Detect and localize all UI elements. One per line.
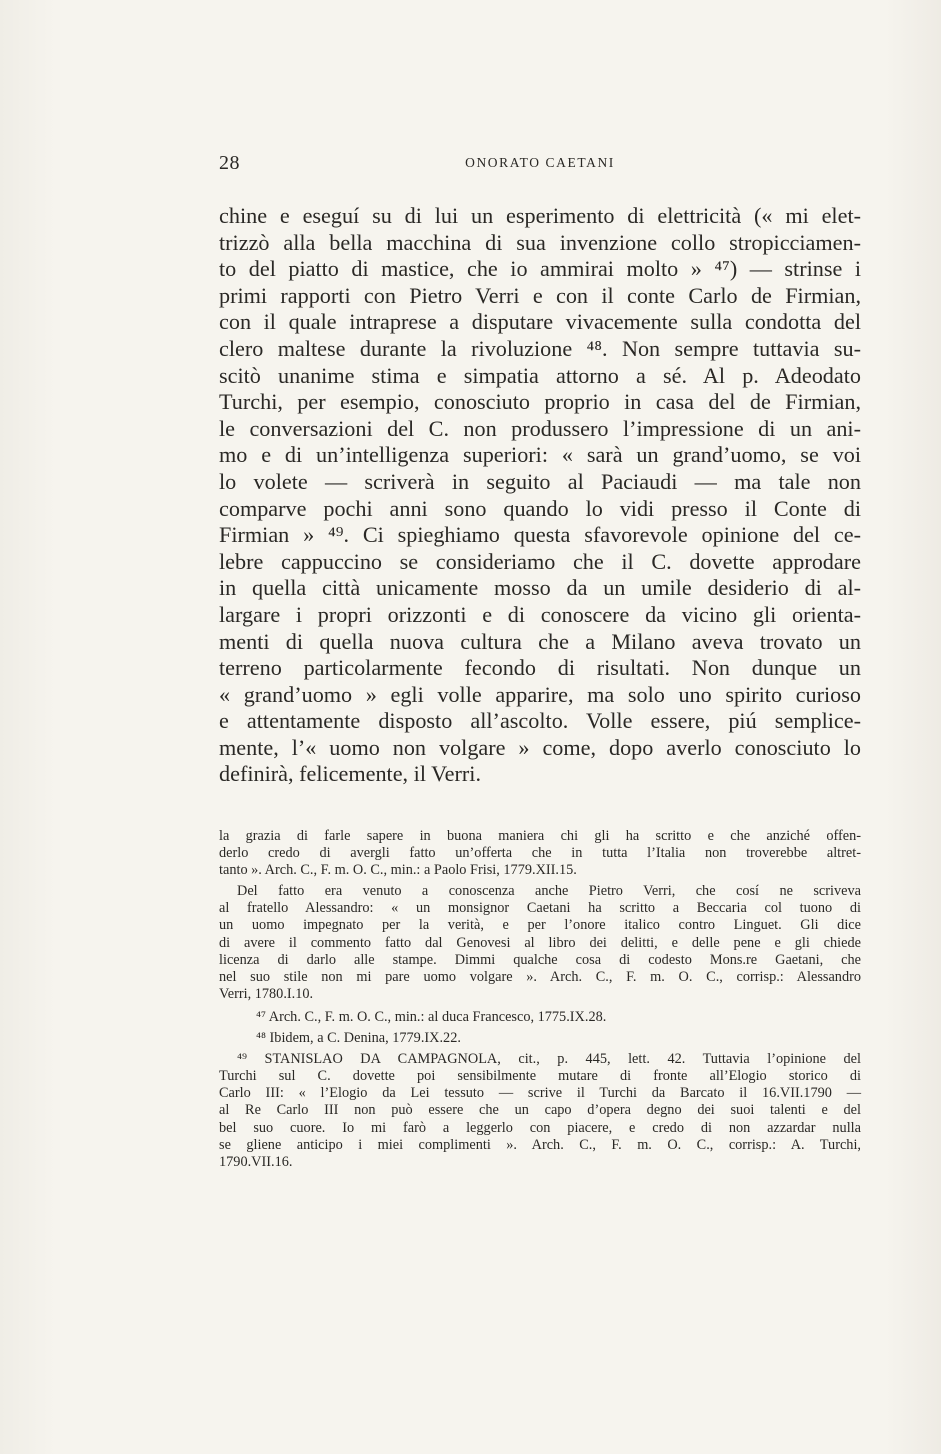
footnote-line: se gliene anticipo i miei complimenti ». Arch. C., F. m. O. C., corrisp.: A. Turchi,	[219, 1136, 861, 1153]
text-line: primi rapporti con Pietro Verri e con il conte Carlo de Firmian,	[219, 282, 861, 308]
text-line: chine e eseguí su di lui un esperimento di elettricità (« mi elet-	[219, 203, 861, 228]
footnote-line: al Re Carlo III non può essere che un capo d’opera degno dei suoi talenti e del	[219, 1102, 861, 1119]
text-line: scitò unanime stima e simpatia attorno a sé. Al p. Adeodato	[219, 362, 861, 388]
text-line: Firmian » ⁴⁹. Ci spieghiamo questa sfavorevole opinione del ce-	[219, 522, 861, 548]
text-line: in quella città unicamente mosso da un umile desiderio di al-	[219, 575, 861, 601]
footnote-line: al fratello Alessandro: « un monsignor Caetani ha scritto a Beccaria col tuono di	[219, 900, 861, 917]
text-line: le conversazioni del C. non produssero l’impressione di un ani-	[219, 415, 861, 441]
text-line: terreno particolarmente fecondo di risultati. Non dunque un	[219, 655, 861, 681]
footnote-line: licenza di darlo alle stampe. Dimmi qualche cosa di codesto Mons.re Gaetani, che	[219, 951, 861, 968]
main-text	[219, 203, 861, 788]
text-line: definirà, felicemente, il Verri.	[219, 761, 482, 787]
footnote-line: ⁴⁹ STANISLAO DA CAMPAGNOLA, cit., p. 445, lett. 42. Tuttavia l’opinione del	[237, 1051, 861, 1068]
text-line: comparve pochi anni sono quando lo vidi presso il Conte di	[219, 495, 861, 521]
footnote-line: derlo credo di avergli fatto un’offerta che in tutta l’Italia non troverebbe altret-	[219, 845, 861, 862]
text-line: lo volete — scriverà in seguito al Paciaudi — ma tale non	[219, 468, 861, 494]
text-line: e attentamente disposto all’ascolto. Volle essere, piú semplice-	[219, 708, 861, 734]
footnote-continuation	[219, 828, 861, 879]
text-line: trizzò alla bella macchina di sua invenzione collo stropicciamen-	[219, 229, 861, 255]
footnote-line: nel suo stile non mi pare uomo volgare ». Arch. C., F. m. O. C., corrisp.: Alessandro	[219, 968, 861, 985]
text-line: con il quale intraprese a disputare vivacemente sulla condotta del	[219, 309, 861, 335]
footnote-47	[219, 1009, 861, 1026]
footnote-line: Carlo III: « l’Elogio da Lei tessuto — scrive il Turchi da Barcato il 16.VII.1790 —	[219, 1085, 861, 1102]
text-line: menti di quella nuova cultura che a Milano aveva trovato un	[219, 628, 861, 654]
footnote-line: un uomo impegnato per la verità, e per l’onore italico contro Linguet. Gli dice	[219, 917, 861, 934]
text-line: « grand’uomo » egli volle apparire, ma solo uno spirito curioso	[219, 681, 861, 707]
footnote-49	[219, 1051, 861, 1171]
text-line: Turchi, per esempio, conosciuto proprio in casa del de Firmian,	[219, 389, 861, 415]
footnote-line: bel suo cuore. Io mi farò a leggerlo con piacere, e credo di non azzardar nulla	[219, 1119, 861, 1136]
text-line: mente, l’« uomo non volgare » come, dopo averlo conosciuto lo	[219, 734, 861, 760]
footnote-line: di avere il commento fatto dal Genovesi al libro dei delitti, e delle pene e gli chiede	[219, 934, 861, 951]
page-number: 28	[219, 152, 240, 174]
text-line: clero maltese durante la rivoluzione ⁴⁸. Non sempre tuttavia su-	[219, 335, 861, 361]
text-line: lebre cappuccino se consideriamo che il C. dovette approdare	[219, 548, 861, 574]
text-line: to del piatto di mastice, che io ammirai molto » ⁴⁷) — strinse i	[219, 256, 861, 282]
footnote-line: ⁴⁸ Ibidem, a C. Denina, 1779.IX.22.	[256, 1030, 461, 1047]
footnote-line: tanto ». Arch. C., F. m. O. C., min.: a Paolo Frisi, 1779.XII.15.	[219, 862, 577, 879]
footnote-line: 1790.VII.16.	[219, 1153, 293, 1170]
footnote-verri	[219, 883, 861, 1003]
footnote-line: Del fatto era venuto a conoscenza anche Pietro Verri, che cosí ne scriveva	[237, 883, 861, 900]
footnote-line: Turchi sul C. dovette poi sensibilmente mutare di fronte all’Elogio storico di	[219, 1068, 861, 1085]
running-head: ONORATO CAETANI	[465, 155, 615, 170]
text-line: mo e di un’intelligenza superiori: « sarà un grand’uomo, se voi	[219, 442, 861, 468]
footnotes	[219, 828, 861, 1171]
footnote-line: ⁴⁷ Arch. C., F. m. O. C., min.: al duca Francesco, 1775.IX.28.	[256, 1008, 607, 1025]
text-line: largare i propri orizzonti e di conoscere da vicino gli orienta-	[219, 601, 861, 627]
footnote-line: la grazia di farle sapere in buona maniera chi gli ha scritto e che anziché offen-	[219, 828, 861, 844]
page-header	[219, 152, 861, 180]
footnote-line: Verri, 1780.I.10.	[219, 985, 314, 1002]
footnote-48	[219, 1030, 861, 1047]
